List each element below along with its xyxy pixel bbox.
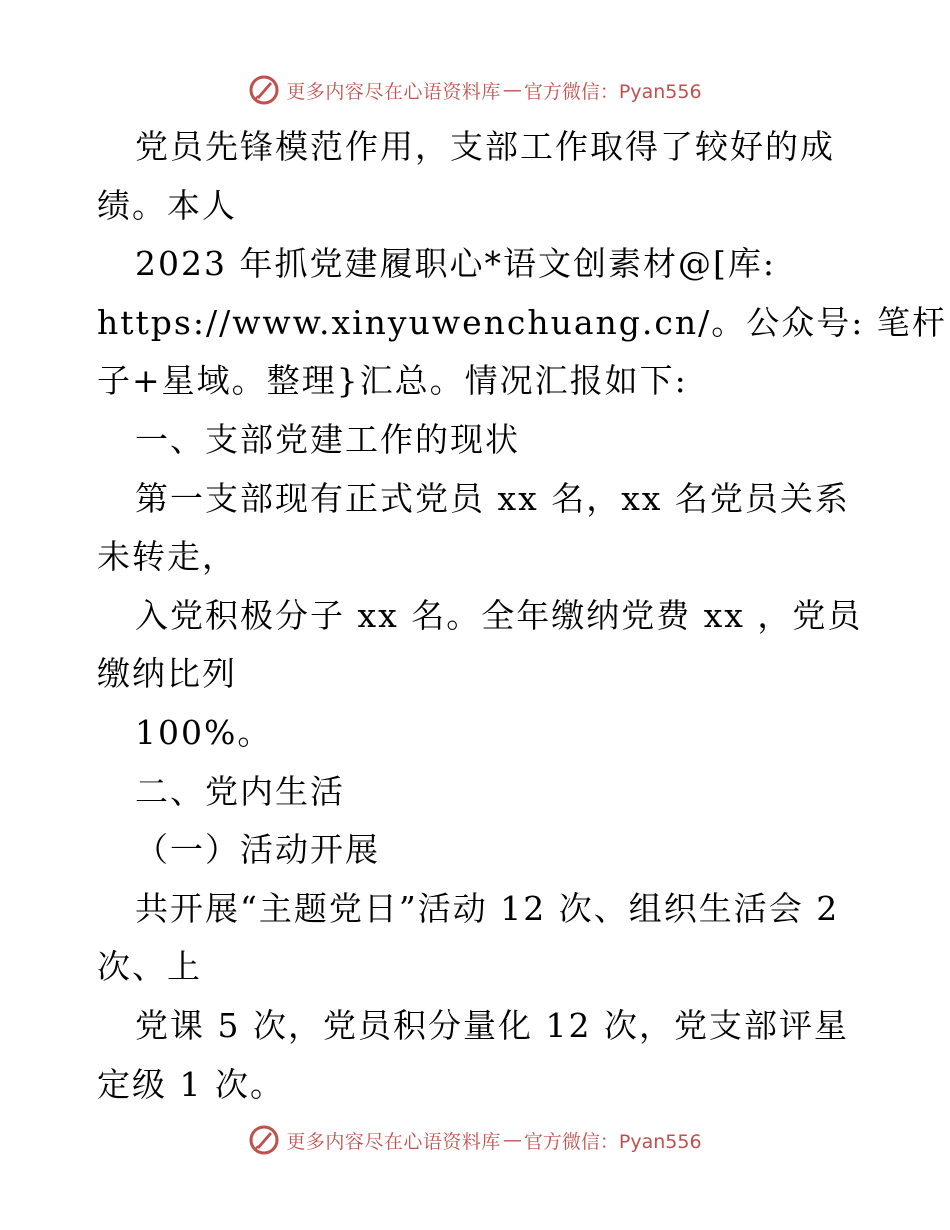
text-line: 缴纳比列 [97,654,237,694]
text-line: 2023 年抓党建履职心*语文创素材@[库: [135,244,776,284]
footer-banner [0,1120,950,1160]
banner-text: 更多内容尽在心语资料库 [286,80,501,103]
text-line: 共开展“主题党日”活动 12 次、组织生活会 2 [135,888,840,928]
banner-separator: — [502,1129,522,1151]
subsection-heading: （一）活动开展 [135,830,380,870]
text-line: 未转走， [97,537,237,577]
text-line: 党课 5 次，党员积分量化 12 次，党支部评星 [135,1005,849,1045]
text-line: 100%。 [135,712,273,752]
text-line: 次、上 [97,947,202,987]
section-heading: 一、支部党建工作的现状 [135,419,520,459]
text-line: 定级 1 次。 [97,1064,285,1104]
banner-wechat: 官方微信：Pyan556 [523,1130,702,1153]
banner-text: 更多内容尽在心语资料库 [286,1130,501,1153]
banner-separator: — [502,79,522,101]
text-line: 入党积极分子 xx 名。全年缴纳党费 xx ，党员 [135,595,863,635]
text-line: 党员先锋模范作用，支部工作取得了较好的成 [135,127,835,166]
document-body [97,118,947,1114]
text-line: 绩。本人 [97,185,237,225]
text-line: 第一支部现有正式党员 xx 名，xx 名党员关系 [135,478,850,518]
banner-wechat: 官方微信：Pyan556 [523,80,702,103]
section-heading: 二、党内生活 [135,771,345,811]
text-line: 子+星域。整理}汇总。情况汇报如下: [97,361,688,401]
quill-circle-logo-icon [248,74,280,106]
text-line: https://www.xinyuwenchuang.cn/。公众号: 笔杆 [97,302,947,342]
quill-circle-logo-icon [248,1124,280,1156]
header-banner [0,70,950,110]
